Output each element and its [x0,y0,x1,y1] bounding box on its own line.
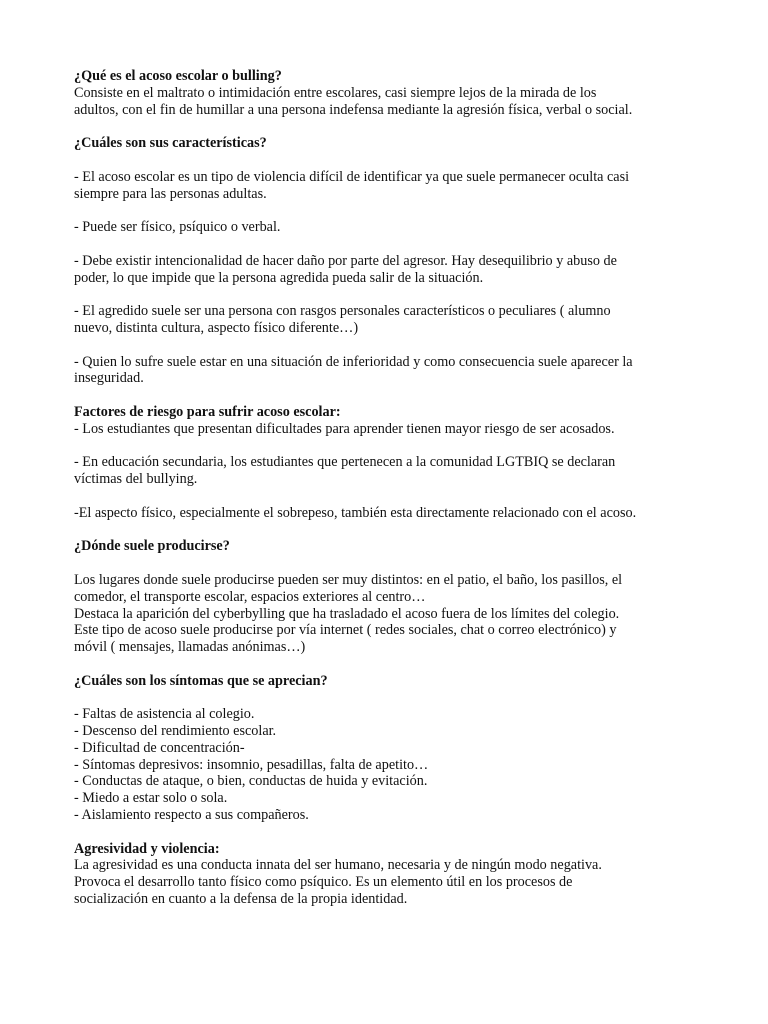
list-item: - Aislamiento respecto a sus compañeros. [74,807,309,824]
blank-line [74,824,714,841]
paragraph-line: -El aspecto físico, especialmente el sobrepeso, también esta directamente relacionado con el acoso. [74,504,637,521]
paragraph-line: - Debe existir intencionalidad de hacer daño por parte del agresor. Hay desequilibrio y abuso de [74,252,617,269]
blank-line [74,286,714,303]
blank-line [74,555,714,572]
paragraph-line: poder, lo que impide que la persona agredida pueda salir de la situación. [74,269,484,286]
paragraph-line: Destaca la aparición del cyberbylling que ha trasladado el acoso fuera de los límites del colegio. [74,605,620,622]
paragraph-line: Provoca el desarrollo tanto físico como psíquico. Es un elemento útil en los procesos de [74,874,573,891]
blank-line [74,488,714,505]
paragraph-line: siempre para las personas adultas. [74,185,267,202]
list-item: - Faltas de asistencia al colegio. [74,706,255,723]
paragraph-line: - Puede ser físico, psíquico o verbal. [74,219,281,236]
list-item: - Miedo a estar solo o sola. [74,790,228,807]
blank-line [74,689,714,706]
section-heading-que-es: ¿Qué es el acoso escolar o bulling? [74,68,282,84]
list-item: - Descenso del rendimiento escolar. [74,723,277,740]
blank-line [74,387,714,404]
blank-line [74,236,714,253]
paragraph-line: - Los estudiantes que presentan dificultades para aprender tienen mayor riesgo de ser acosados. [74,420,615,437]
section-heading-agresividad: Agresividad y violencia: [74,840,220,857]
paragraph-line: - Quien lo sufre suele estar en una situación de inferioridad y como consecuencia suele aparecer la [74,353,633,370]
paragraph-line: nuevo, distinta cultura, aspecto físico diferente…) [74,319,359,336]
blank-line [74,152,714,169]
paragraph-line: adultos, con el fin de humillar a una persona indefensa mediante la agresión física, verbal o social. [74,101,633,118]
section-heading-caracteristicas: ¿Cuáles son sus características? [74,135,267,152]
paragraph-line: socialización en cuanto a la defensa de la propia identidad. [74,891,408,908]
paragraph-line: víctimas del bullying. [74,471,198,488]
paragraph-line: Consiste en el maltrato o intimidación entre escolares, casi siempre lejos de la mirada de los [74,84,597,101]
paragraph-line: móvil ( mensajes, llamadas anónimas…) [74,639,306,656]
list-item: - Conductas de ataque, o bien, conductas de huida y evitación. [74,773,428,790]
paragraph-line: - El agredido suele ser una persona con rasgos personales característicos o peculiares ( alumno [74,303,611,320]
section-heading-donde: ¿Dónde suele producirse? [74,538,230,555]
blank-line [74,337,714,354]
blank-line [74,118,714,135]
section-heading-factores-riesgo: Factores de riesgo para sufrir acoso escolar: [74,403,341,420]
blank-line [74,656,714,673]
section-heading-sintomas: ¿Cuáles son los síntomas que se aprecian? [74,672,328,689]
paragraph-line: Este tipo de acoso suele producirse por vía internet ( redes sociales, chat o correo electrónico) y [74,622,617,639]
blank-line [74,202,714,219]
blank-line [74,522,714,539]
paragraph-line: inseguridad. [74,370,144,387]
paragraph-line: - El acoso escolar es un tipo de violencia difícil de identificar ya que suele permanecer oculta casi [74,168,630,185]
paragraph-line: - En educación secundaria, los estudiantes que pertenecen a la comunidad LGTBIQ se declaran [74,454,616,471]
list-item: - Dificultad de concentración- [74,739,245,756]
list-item: - Síntomas depresivos: insomnio, pesadillas, falta de apetito… [74,756,429,773]
blank-line [74,438,714,455]
paragraph-line: Los lugares donde suele producirse pueden ser muy distintos: en el patio, el baño, los pasillos, el [74,571,623,588]
document-page [74,68,714,908]
paragraph-line: La agresividad es una conducta innata del ser humano, necesaria y de ningún modo negativa. [74,857,602,874]
paragraph-line: comedor, el transporte escolar, espacios exteriores al centro… [74,588,426,605]
